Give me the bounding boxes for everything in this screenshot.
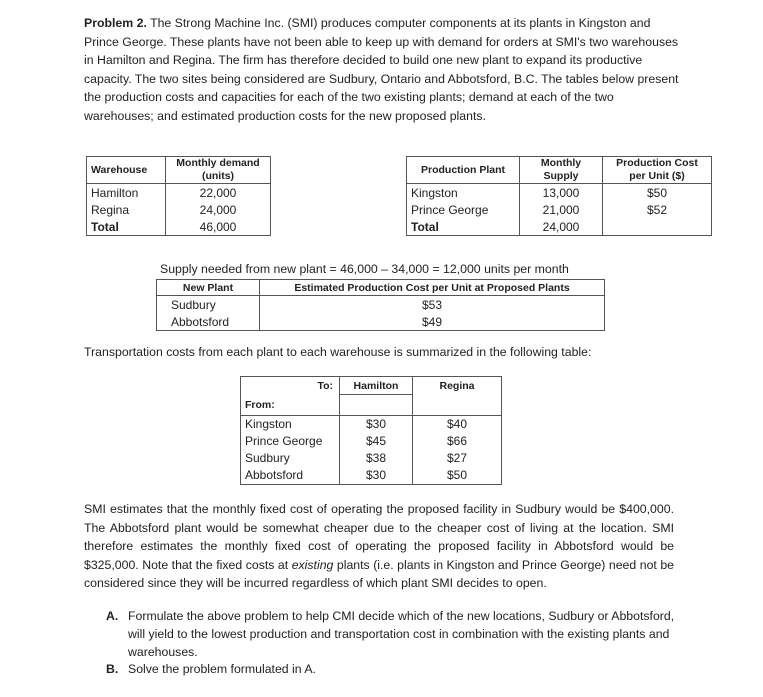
fixed-cost-text-end: plants (i.e. plants in Kingston and Prince George) need not be considered since they will be incurred regardless of which plant SMI decides to open. — [84, 557, 674, 590]
demand-total: 46,000 — [166, 218, 271, 236]
supply-value: 13,000 — [520, 184, 603, 202]
problem-heading: Problem 2. — [84, 16, 147, 30]
table-row — [241, 433, 502, 450]
table-row — [241, 415, 502, 433]
new-plant-table — [156, 279, 605, 331]
transport-intro: Transportation costs from each plant to each warehouse is summarized in the following table: — [84, 345, 592, 359]
cost-value: $52 — [603, 201, 712, 218]
question-b — [106, 660, 676, 678]
cost-value: $50 — [603, 184, 712, 202]
question-text: Formulate the above problem to help CMI decide which of the new locations, Sudbury or Abbotsford, will yield to the lowest production and transportation cost in combination with the existing plants and warehouses. — [128, 609, 675, 659]
supply-total: 24,000 — [520, 218, 603, 236]
monthly-supply-header — [520, 157, 603, 184]
production-plant-header: Production Plant — [407, 157, 520, 184]
from-label: From: — [241, 395, 340, 416]
to-label: To: — [241, 377, 340, 395]
table-row — [157, 313, 605, 331]
demand-value: 22,000 — [166, 184, 271, 202]
table-row — [407, 201, 712, 218]
fixed-cost-text: SMI estimates that the monthly fixed cost of operating the proposed facility in Sudbury would be $400,000. The Abbotsford plant would be somewhat cheaper due to the cheaper cost of living at the location. SMI therefore estimates the monthly fixed cost of operating the proposed facility in Abbotsford would be $325,000. Note that the fixed costs at — [84, 502, 674, 572]
monthly-supply-header-line2: Supply — [543, 170, 579, 182]
plant-total-label: Total — [407, 218, 520, 236]
warehouse-header: Warehouse — [87, 157, 166, 184]
table-row — [157, 296, 605, 314]
warehouse-name: Regina — [87, 201, 166, 218]
table-row — [407, 184, 712, 202]
warehouse-total-label: Total — [87, 218, 166, 236]
from-plant-name: Abbotsford — [241, 467, 340, 485]
monthly-demand-header — [166, 157, 271, 184]
cost-to-regina: $40 — [413, 415, 502, 433]
new-plant-name: Abbotsford — [157, 313, 260, 331]
transport-table — [240, 376, 502, 485]
new-plant-header: New Plant — [157, 280, 260, 296]
table-row — [87, 201, 271, 218]
plant-name: Kingston — [407, 184, 520, 202]
production-cost-header-line2: per Unit ($) — [629, 170, 685, 182]
fixed-cost-emphasis: existing — [291, 557, 334, 572]
cost-to-hamilton: $38 — [340, 450, 413, 467]
new-plant-cost: $53 — [260, 296, 605, 314]
hamilton-header: Hamilton — [340, 377, 413, 395]
from-plant-name: Prince George — [241, 433, 340, 450]
problem-text: The Strong Machine Inc. (SMI) produces computer components at its plants in Kingston and Prince George. These plants have not been able to keep up with demand for orders at SMI's two warehouses in Hamilton and Regina. The firm has therefore decided to build one new plant to expand its productive capacity. The two sites being considered are Sudbury, Ontario and Abbotsford, B.C. The tables below present the production costs and capacities for each of the two existing plants; demand at each of the two warehouses; and estimated production costs for the new proposed plants. — [84, 16, 679, 123]
table-row — [241, 450, 502, 467]
question-a — [106, 607, 676, 661]
supply-table — [406, 156, 712, 236]
table-row — [87, 184, 271, 202]
cost-to-regina: $27 — [413, 450, 502, 467]
question-text: Solve the problem formulated in A. — [128, 662, 316, 676]
question-label: B. — [106, 662, 119, 676]
table-row — [87, 218, 271, 236]
supply-value: 21,000 — [520, 201, 603, 218]
from-plant-name: Sudbury — [241, 450, 340, 467]
problem-intro — [84, 14, 680, 125]
monthly-supply-header-line1: Monthly — [540, 157, 582, 169]
from-plant-name: Kingston — [241, 415, 340, 433]
warehouse-name: Hamilton — [87, 184, 166, 202]
plant-name: Prince George — [407, 201, 520, 218]
cost-to-regina: $50 — [413, 467, 502, 485]
production-cost-header-line1: Production Cost — [616, 157, 698, 169]
cost-total — [603, 218, 712, 236]
demand-table — [86, 156, 271, 236]
production-cost-header — [603, 157, 712, 184]
cost-to-hamilton: $30 — [340, 467, 413, 485]
estimated-cost-header: Estimated Production Cost per Unit at Proposed Plants — [260, 280, 605, 296]
demand-value: 24,000 — [166, 201, 271, 218]
cost-to-hamilton: $45 — [340, 433, 413, 450]
table-row — [241, 467, 502, 485]
cost-to-hamilton: $30 — [340, 415, 413, 433]
new-plant-name: Sudbury — [157, 296, 260, 314]
monthly-demand-header-line2: (units) — [201, 170, 235, 182]
table-row — [407, 218, 712, 236]
cost-to-regina: $66 — [413, 433, 502, 450]
fixed-cost-paragraph — [84, 500, 674, 593]
regina-header: Regina — [413, 377, 502, 395]
new-plant-cost: $49 — [260, 313, 605, 331]
monthly-demand-header-line1: Monthly demand — [176, 157, 260, 169]
question-label: A. — [106, 609, 119, 623]
supply-needed-note: Supply needed from new plant = 46,000 – 34,000 = 12,000 units per month — [160, 262, 569, 276]
